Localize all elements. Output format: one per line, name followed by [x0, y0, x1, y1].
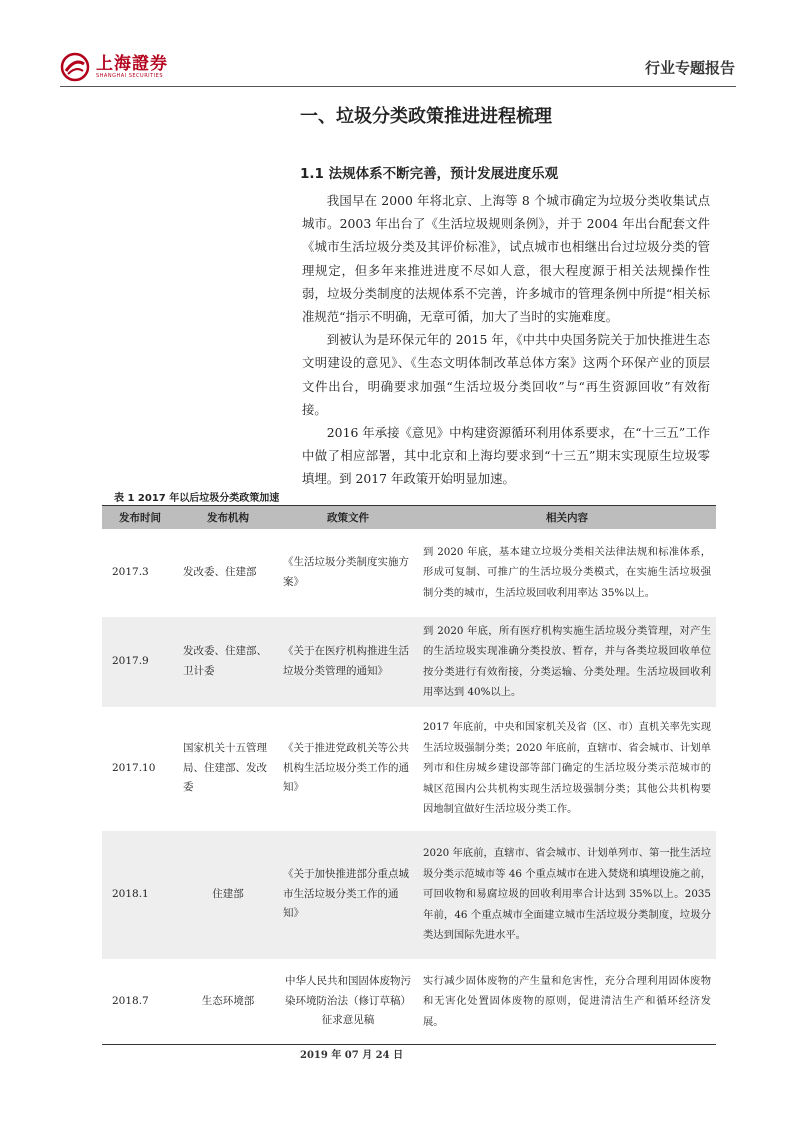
cell-content: 到 2020 年底，基本建立垃圾分类相关法律法规和标准体系，形成可复制、可推广的生活垃圾分类模式，在实施生活垃圾强制分类的城市，生活垃圾回收利用率达 35%以上。 — [423, 545, 711, 599]
cell-content: 2020 年底前，直辖市、省会城市、计划单列市、第一批生活垃圾分类示范城市等 46 个重点城市在进入焚烧和填埋设施之前，可回收物和易腐垃圾的回收利用率合计达到 35%以上。2035 年前，46 个重点城市全面建立城市生活垃圾分类制度，垃圾分类达到国际先进水平。 — [423, 847, 711, 942]
cell-dept: 发改委、住建部、卫计委 — [183, 645, 267, 677]
column-header: 政策文件 — [278, 506, 418, 529]
paragraph: 2016 年承接《意见》中构建资源循环利用体系要求，在“十三五”工作中做了相应部署，其中北京和上海均要求到“十三五”期末实现原生垃圾零填埋。到 2017 年政策开始明显加速。 — [302, 425, 710, 487]
paragraph: 我国早在 2000 年将北京、上海等 8 个城市确定为垃圾分类收集试点城市。2003 年出台了《生活垃圾规则条例》，并于 2004 年出台配套文件《城市生活垃圾分类及其评价标准》，试点城市也相继出台过垃圾分类的管理规定，但多年来推进进度不尽如人意，很大程度源于相关法规操作性弱，垃圾分类制度的法规体系不完善，许多城市的管理条例中所提“相关标准规范“指示不明确，无章可循，加大了当时的实施难度。 — [302, 193, 710, 325]
table-header-row — [102, 506, 716, 529]
brand-logo — [60, 52, 168, 82]
cell-content: 到 2020 年底，所有医疗机构实施生活垃圾分类管理，对产生的生活垃圾实现准确分类投放、暂存，并与各类垃圾回收单位按分类进行有效衔接，分类运输、分类处理。生活垃圾回收利用率达到 40%以上。 — [423, 624, 711, 698]
column-header: 相关内容 — [418, 506, 716, 529]
policy-table — [102, 505, 716, 1045]
table-row — [102, 831, 716, 959]
table-title: 表 1 2017 年以后垃圾分类政策加速 — [114, 493, 280, 504]
header-divider — [60, 86, 736, 87]
cell-content: 实行减少固体废物的产生量和危害性，充分合理利用固体废物和无害化处置固体废物的原则，促进清洁生产和循环经济发展。 — [418, 959, 716, 1045]
column-header: 发布时间 — [102, 506, 178, 529]
cell-date: 2017.9 — [112, 654, 149, 667]
body-text — [302, 189, 710, 491]
cell-date: 2018.1 — [112, 887, 149, 900]
section-title: 一、垃圾分类政策推进进程梳理 — [300, 106, 552, 127]
paragraph: 到被认为是环保元年的 2015 年，《中共中央国务院关于加快推进生态文明建设的意见》、《生态文明体制改革总体方案》这两个环保产业的顶层文件出台，明确要求加强“生活垃圾分类回收”与“再生资源回收”有效衔接。 — [302, 332, 710, 417]
cell-doc: 《生活垃圾分类制度实施方案》 — [283, 556, 409, 588]
cell-content: 2017 年底前，中央和国家机关及省（区、市）直机关率先实现生活垃圾强制分类；2020 年底前，直辖市、省会城市、计划单列市和住房城乡建设部等部门确定的生活垃圾分类示范城市的城区范围内公共机构实现生活垃圾强制分类；其他公共机构要因地制宜做好生活垃圾分类工作。 — [423, 721, 711, 816]
cell-doc: 《关于加快推进部分重点城市生活垃圾分类工作的通知》 — [283, 868, 409, 920]
subsection-title: 1.1 法规体系不断完善，预计发展进度乐观 — [300, 166, 559, 182]
logo-name: 上海證券 — [96, 54, 168, 74]
cell-dept: 国家机关十五管理局、住建部、发改委 — [183, 742, 267, 794]
table-row — [102, 529, 716, 617]
page-header — [60, 52, 735, 84]
cell-date: 2017.10 — [112, 761, 156, 774]
column-header: 发布机构 — [178, 506, 278, 529]
cell-doc: 《关于在医疗机构推进生活垃圾分类管理的通知》 — [283, 645, 409, 677]
cell-dept: 住建部 — [212, 887, 244, 900]
table-row — [102, 707, 716, 831]
logo-emblem-icon — [60, 52, 90, 82]
logo-subtitle: SHANGHAI SECURITIES — [96, 73, 164, 79]
cell-doc: 中华人民共和国固体废物污染环境防治法（修订草稿）征求意见稿 — [278, 959, 418, 1045]
table-row — [102, 959, 716, 1045]
report-type-label: 行业专题报告 — [644, 59, 735, 77]
cell-dept: 生态环境部 — [178, 959, 278, 1045]
cell-date: 2018.7 — [102, 959, 178, 1045]
cell-dept: 发改委、住建部 — [183, 565, 257, 578]
cell-doc: 《关于推进党政机关等公共机构生活垃圾分类工作的通知》 — [283, 742, 409, 794]
footer-date: 2019 年 07 月 24 日 — [300, 1050, 404, 1061]
table-row — [102, 617, 716, 707]
cell-date: 2017.3 — [112, 565, 149, 578]
